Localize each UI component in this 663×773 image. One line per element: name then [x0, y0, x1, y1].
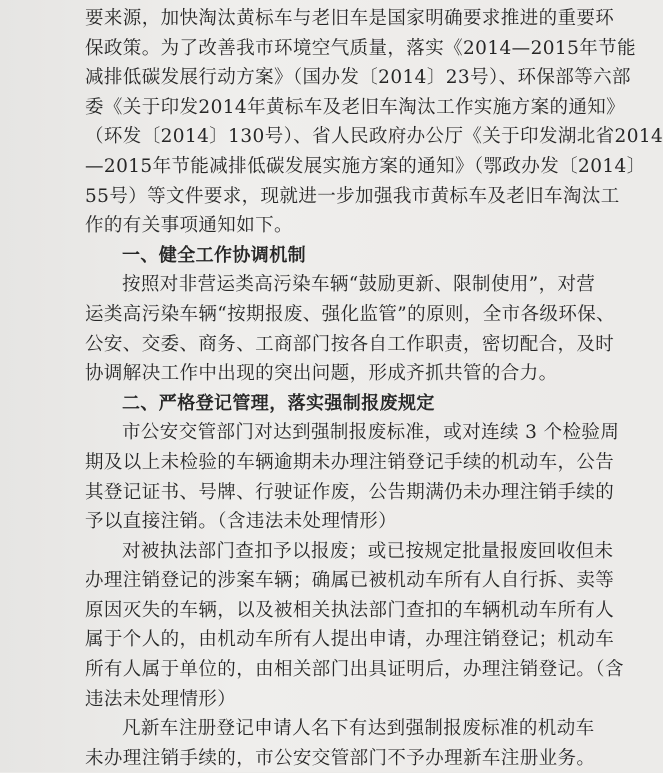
text-line: 按照对非营运类高污染车辆“鼓励更新、限制使用”，对营 — [122, 274, 596, 296]
text-line: 属于个人的，由机动车所有人提出申请，办理注销登记；机动车 — [85, 629, 615, 651]
text-line: 对被执法部门查扣予以报废；或已按规定批量报废回收但未 — [122, 540, 614, 562]
text-line: 未办理注销手续的，市公安交管部门不予办理新车注册业务。 — [85, 747, 596, 769]
text-line: 市公安交管部门对达到强制报废标准，或对连续 3 个检验周 — [122, 422, 620, 444]
text-line: 委《关于印发2014年黄标车及老旧车淘汰工作实施方案的通知》 — [85, 96, 626, 118]
section-heading: 二、严格登记管理，落实强制报废规定 — [122, 392, 435, 414]
text-line: 保政策。为了改善我市环境空气质量，落实《2014—2015年节能 — [85, 37, 636, 59]
section-heading: 一、健全工作协调机制 — [122, 244, 306, 266]
text-line: 公安、交委、商务、工商部门按各自工作职责，密切配合，及时 — [85, 333, 615, 355]
text-line: 期及以上未检验的车辆逾期未办理注销登记手续的机动车，公告 — [85, 451, 615, 473]
text-line: 协调解决工作中出现的突出问题，形成齐抓共管的合力。 — [85, 363, 558, 385]
text-line: 所有人属于单位的，由相关部门出具证明后，办理注销登记。（含 — [85, 659, 624, 681]
text-line: 其登记证书、号牌、行驶证作废，公告期满仍未办理注销手续的 — [85, 481, 615, 503]
text-line: 运类高污染车辆“按期报废、强化监管”的原则，全市各级环保、 — [85, 303, 616, 325]
text-line: 55号）等文件要求，现就进一步加强我市黄标车及老旧车淘汰工 — [85, 185, 620, 207]
text-line: —2015年节能减排低碳发展实施方案的通知》（鄂政办发〔2014〕 — [85, 155, 646, 177]
text-line: 减排低碳发展行动方案》（国办发〔2014〕23号）、环保部等六部 — [85, 67, 631, 89]
text-line: 凡新车注册登记申请人名下有达到强制报废标准的机动车 — [122, 718, 595, 740]
text-line: （环发〔2014〕130号）、省人民政府办公厅《关于印发湖北省2014 — [85, 126, 663, 148]
document-body — [85, 4, 663, 773]
text-line: 要来源，加快淘汰黄标车与老旧车是国家明确要求推进的重要环 — [85, 8, 615, 29]
text-line: 办理注销登记的涉案车辆；确属已被机动车所有人自行拆、卖等 — [85, 570, 615, 592]
text-line: 违法未处理情形） — [85, 688, 237, 710]
text-line: 予以直接注销。（含违法未处理情形） — [85, 511, 398, 533]
text-line: 原因灭失的车辆，以及被相关执法部门查扣的车辆机动车所有人 — [85, 599, 615, 621]
text-line: 作的有关事项通知如下。 — [85, 215, 293, 237]
